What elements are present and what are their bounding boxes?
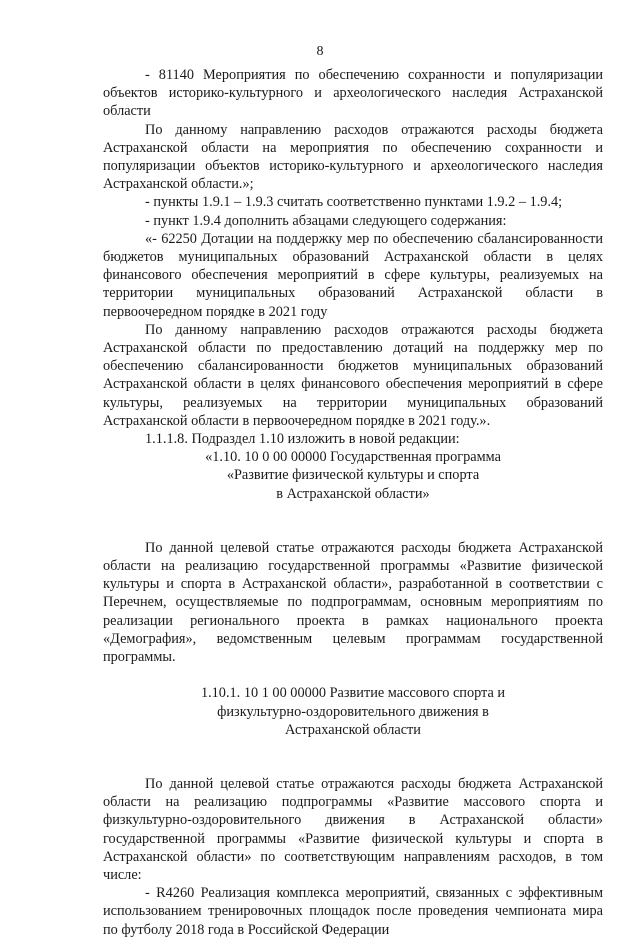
page-number: 8 xyxy=(316,44,324,59)
paragraph: 1.1.1.8. Подраздел 1.10 изложить в новой редакции: xyxy=(145,431,460,448)
paragraph: - R4260 Реализация комплекса мероприятий, связанных с эффективным использованием тренировочных площадок после проведения чемпионата мира по футболу 2018 года в Российской Федерации xyxy=(103,885,603,938)
paragraph: По данной целевой статье отражаются расходы бюджета Астраханской области на реализацию государственной программы «Развитие физической культуры и спорта в Астраханской области», разработанной в соответствии с Перечнем, осуществляемые по подпрограммам, основным мероприятиям по реализации регионального проекта в рамках национального проекта «Демография», ведомственным целевым программам государственной программы. xyxy=(103,539,603,666)
heading-line: «Развитие физической культуры и спорта xyxy=(226,467,480,484)
heading-line: Астраханской области xyxy=(285,721,421,738)
paragraph: «- 62250 Дотации на поддержку мер по обеспечению сбалансированности бюджетов муниципальных образований Астраханской области в целях финансового обеспечения мероприятий в сфере культуры, реализуемых на территории муниципальных образований Астраханской области в первоочередном порядке в 2021 году xyxy=(103,230,603,320)
heading-line: физкультурно-оздоровительного движения в xyxy=(217,703,489,720)
paragraph: - 81140 Мероприятия по обеспечению сохранности и популяризации объектов историко-культурного и археологического наследия Астраханской области xyxy=(103,67,603,120)
paragraph: По данному направлению расходов отражаются расходы бюджета Астраханской области на мероприятия по обеспечению сохранности и популяризации объектов историко-культурного и археологического наследия Астраханской области.»; xyxy=(103,121,603,193)
page-body xyxy=(103,66,603,939)
spacer xyxy=(103,739,603,775)
paragraph: По данному направлению расходов отражаются расходы бюджета Астраханской области по предоставлению дотаций на поддержку мер по обеспечению сбалансированности бюджетов муниципальных образований Астраханской области в целях финансового обеспечения мероприятий в сфере культуры, реализуемых на территории муниципальных образований Астраханской области в первоочередном порядке в 2021 году.». xyxy=(103,321,603,429)
spacer xyxy=(103,503,603,539)
heading-line: «1.10. 10 0 00 00000 Государственная программа xyxy=(205,449,501,466)
section-heading-subprogram xyxy=(103,684,603,739)
spacer xyxy=(103,666,603,684)
heading-line: 1.10.1. 10 1 00 00000 Развитие массового спорта и xyxy=(200,685,506,702)
paragraph: - пункты 1.9.1 – 1.9.3 считать соответственно пунктами 1.9.2 – 1.9.4; xyxy=(145,194,563,211)
heading-line: в Астраханской области» xyxy=(276,485,430,502)
section-heading-program xyxy=(103,448,603,503)
paragraph: - пункт 1.9.4 дополнить абзацами следующего содержания: xyxy=(145,212,507,229)
paragraph: По данной целевой статье отражаются расходы бюджета Астраханской области на реализацию подпрограммы «Развитие массового спорта и физкультурно-оздоровительного движения в Астраханской области» государственной программы «Развитие физической культуры и спорта в Астраханской области» по соответствующим направлениям расходов, в том числе: xyxy=(103,775,603,883)
